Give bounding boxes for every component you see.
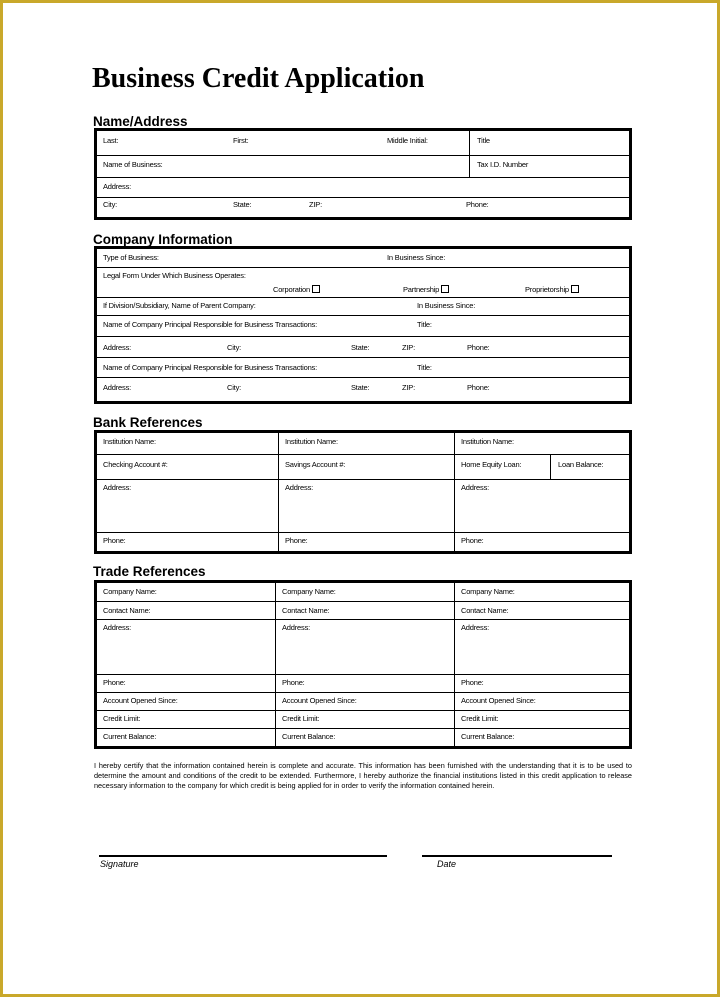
signature-line[interactable] <box>99 855 387 857</box>
loan-balance-label: Loan Balance: <box>558 460 604 469</box>
address-2-label: Address: <box>103 383 131 392</box>
partnership-checkbox[interactable] <box>441 285 449 293</box>
division-row <box>97 298 629 316</box>
trade-balance-row <box>97 729 629 746</box>
home-equity-label: Home Equity Loan: <box>461 460 522 469</box>
trade-company-row <box>97 583 629 602</box>
in-business-since-2-label: In Business Since: <box>417 301 476 310</box>
bank-3-phone-label: Phone: <box>461 536 484 545</box>
trade-3-phone-label: Phone: <box>461 678 484 687</box>
trade-opened-row <box>97 693 629 711</box>
corporation-checkbox[interactable] <box>312 285 320 293</box>
savings-account-label: Savings Account #: <box>285 460 346 469</box>
page-title: Business Credit Application <box>92 63 425 94</box>
checking-account-label: Checking Account #: <box>103 460 168 469</box>
trade-address-row <box>97 620 629 675</box>
city-row <box>97 198 629 217</box>
trade-3-company-label: Company Name: <box>461 587 515 596</box>
city-1-label: City: <box>227 343 242 352</box>
bank-3-institution-label: Institution Name: <box>461 437 514 446</box>
type-row <box>97 249 629 268</box>
address-row <box>97 178 629 198</box>
trade-2-address-label: Address: <box>282 623 310 632</box>
state-2-label: State: <box>351 383 370 392</box>
section-company-info-label: Company Information <box>93 232 233 247</box>
section-trade-refs-label: Trade References <box>93 564 206 579</box>
address-label: Address: <box>103 182 131 191</box>
bank-2-address-label: Address: <box>285 483 313 492</box>
trade-3-credit-limit-label: Credit Limit: <box>461 714 499 723</box>
date-line[interactable] <box>422 855 612 857</box>
zip-1-label: ZIP: <box>402 343 415 352</box>
bank-institution-row <box>97 433 629 455</box>
first-name-label: First: <box>233 136 249 145</box>
bank-account-row <box>97 455 629 480</box>
trade-1-balance-label: Current Balance: <box>103 732 157 741</box>
legal-form-row <box>97 268 629 298</box>
trade-credit-limit-row <box>97 711 629 729</box>
date-label: Date <box>437 859 457 869</box>
trade-1-contact-label: Contact Name: <box>103 606 151 615</box>
phone-2-label: Phone: <box>467 383 490 392</box>
name-row <box>97 131 629 156</box>
state-label: State: <box>233 200 252 209</box>
section-bank-refs-label: Bank References <box>93 415 203 430</box>
principal-1-address-row <box>97 337 629 358</box>
tax-id-label: Tax I.D. Number <box>477 160 529 169</box>
trade-1-address-label: Address: <box>103 623 131 632</box>
trade-3-opened-label: Account Opened Since: <box>461 696 536 705</box>
trade-2-balance-label: Current Balance: <box>282 732 336 741</box>
certification-text: I hereby certify that the information contained herein is complete and accurate. This information has been furnished with the understanding that it is to be used to determine the amount and conditions of the credit to be extended. Furthermore, I hereby authorize the financial institutions listed in this credit application to release necessary information to the company for which credit is being applied for in order to verify the information contained herein. <box>94 761 632 790</box>
proprietorship-checkbox[interactable] <box>571 285 579 293</box>
bank-2-phone-label: Phone: <box>285 536 308 545</box>
title-label: Title <box>477 136 490 145</box>
bank-1-address-label: Address: <box>103 483 131 492</box>
name-address-box <box>94 128 632 220</box>
trade-3-balance-label: Current Balance: <box>461 732 515 741</box>
company-info-box <box>94 246 632 404</box>
trade-3-address-label: Address: <box>461 623 489 632</box>
division-label: If Division/Subsidiary, Name of Parent Company: <box>103 301 256 310</box>
trade-2-opened-label: Account Opened Since: <box>282 696 357 705</box>
type-of-business-label: Type of Business: <box>103 253 159 262</box>
section-name-address-label: Name/Address <box>93 114 188 129</box>
bank-3-address-label: Address: <box>461 483 489 492</box>
trade-refs-box <box>94 580 632 749</box>
principal-2-address-row <box>97 378 629 401</box>
principal-1-row <box>97 316 629 337</box>
trade-3-contact-label: Contact Name: <box>461 606 509 615</box>
trade-2-contact-label: Contact Name: <box>282 606 330 615</box>
partnership-option[interactable]: Partnership <box>403 285 449 294</box>
phone-1-label: Phone: <box>467 343 490 352</box>
proprietorship-option[interactable]: Proprietorship <box>525 285 579 294</box>
zip-2-label: ZIP: <box>402 383 415 392</box>
bank-1-phone-label: Phone: <box>103 536 126 545</box>
business-name-row <box>97 156 629 178</box>
trade-contact-row <box>97 602 629 620</box>
trade-1-opened-label: Account Opened Since: <box>103 696 178 705</box>
phone-label: Phone: <box>466 200 489 209</box>
trade-1-phone-label: Phone: <box>103 678 126 687</box>
zip-label: ZIP: <box>309 200 322 209</box>
trade-2-credit-limit-label: Credit Limit: <box>282 714 320 723</box>
in-business-since-label: In Business Since: <box>387 253 446 262</box>
trade-1-credit-limit-label: Credit Limit: <box>103 714 141 723</box>
business-name-label: Name of Business: <box>103 160 163 169</box>
legal-form-label: Legal Form Under Which Business Operates: <box>103 271 246 280</box>
bank-refs-box <box>94 430 632 554</box>
signature-label: Signature <box>100 859 139 869</box>
middle-initial-label: Middle Initial: <box>387 136 428 145</box>
document-page <box>3 3 717 994</box>
corporation-option[interactable]: Corporation <box>273 285 320 294</box>
principal-2-row <box>97 358 629 378</box>
bank-phone-row <box>97 533 629 551</box>
principal-2-title-label: Title: <box>417 363 432 372</box>
trade-phone-row <box>97 675 629 693</box>
principal-1-label: Name of Company Principal Responsible for Business Transactions: <box>103 320 317 329</box>
trade-1-company-label: Company Name: <box>103 587 157 596</box>
trade-2-company-label: Company Name: <box>282 587 336 596</box>
bank-2-institution-label: Institution Name: <box>285 437 338 446</box>
city-label: City: <box>103 200 118 209</box>
trade-2-phone-label: Phone: <box>282 678 305 687</box>
principal-2-label: Name of Company Principal Responsible for Business Transactions: <box>103 363 317 372</box>
bank-address-row <box>97 480 629 533</box>
state-1-label: State: <box>351 343 370 352</box>
address-1-label: Address: <box>103 343 131 352</box>
principal-1-title-label: Title: <box>417 320 432 329</box>
city-2-label: City: <box>227 383 242 392</box>
last-name-label: Last: <box>103 136 119 145</box>
bank-1-institution-label: Institution Name: <box>103 437 156 446</box>
